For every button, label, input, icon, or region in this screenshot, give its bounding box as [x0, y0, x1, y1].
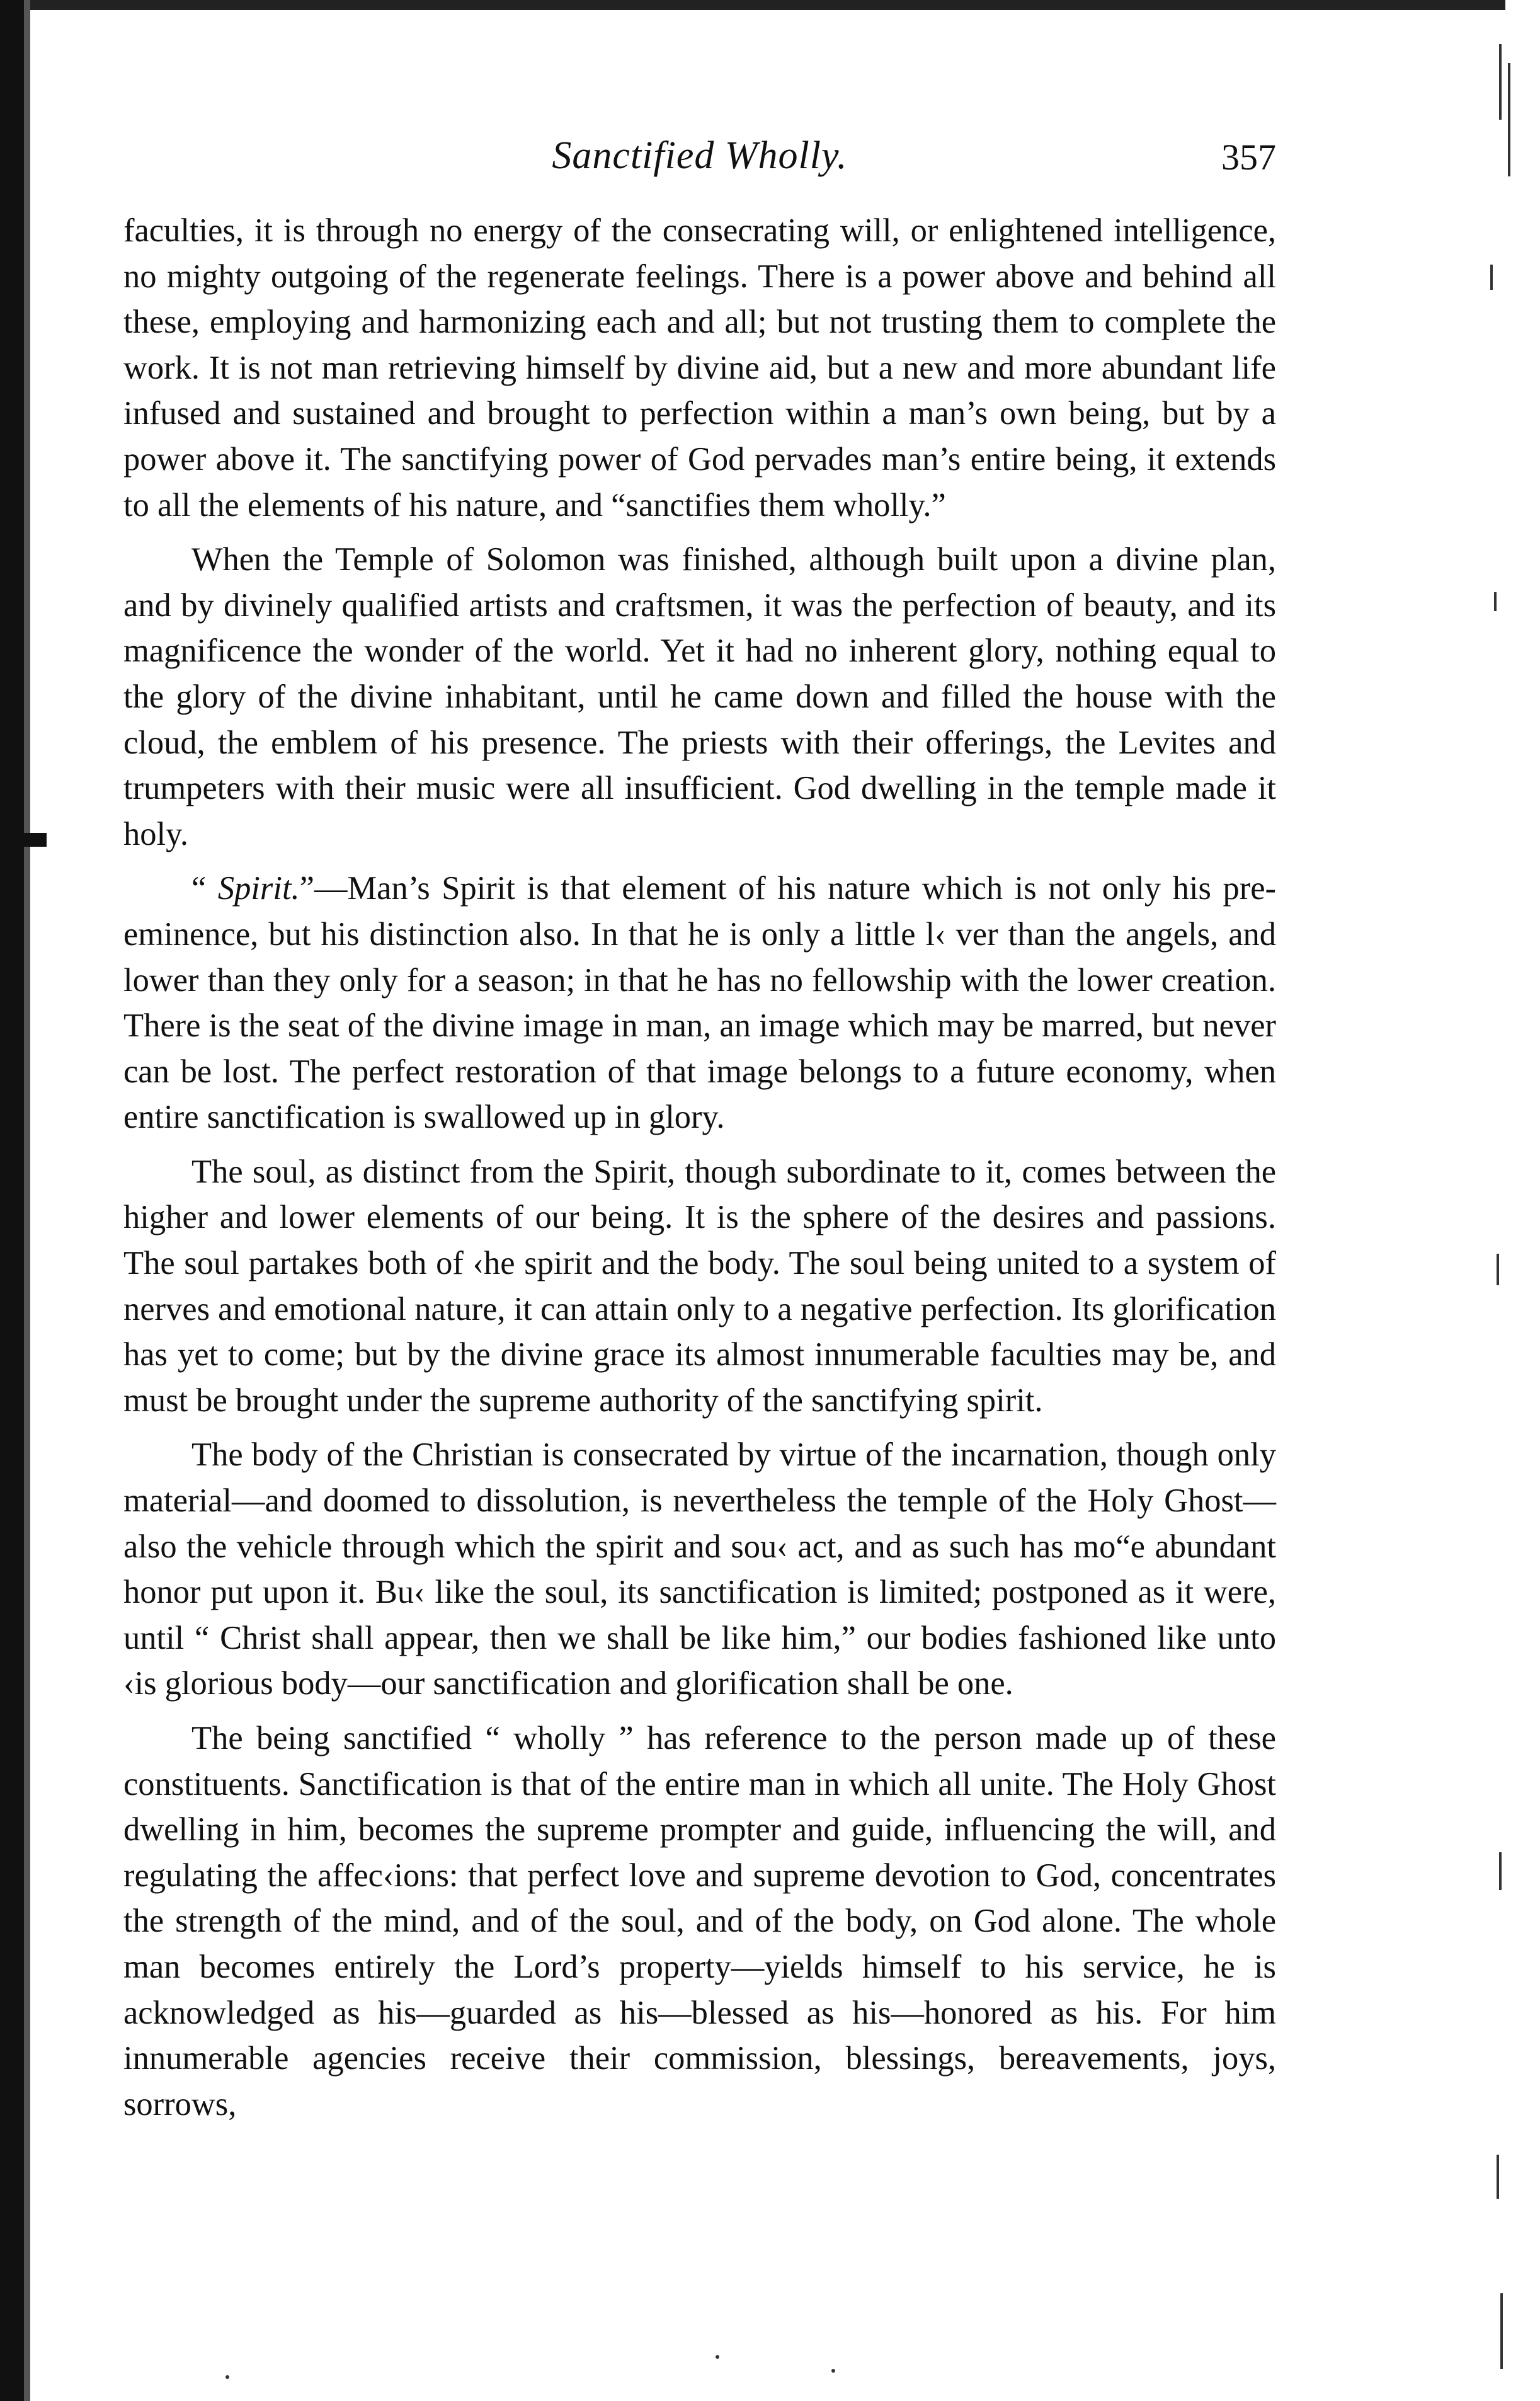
paragraph-2-text: When the Temple of Solomon was finished, although built upon a divine plan, and by divinely qualified artists and craftsmen, it was the perfection of beauty, and its magnificence the wonder of the world. Yet it had no inherent glory, nothing equal to the glory of the divine inhabitant, until he came down and filled the house with the cloud, the emblem of his presence. The priests with their offerings, the Levites and trumpeters with their music were all insufficient. God dwelling in the temple made it holy. — [123, 541, 1276, 852]
speck — [716, 2355, 719, 2359]
paragraph-5-text: The body of the Christian is consecrated by virtue of the incarnation, though only material—and doomed to dissolution, is nevertheless the temple of the Holy Ghost—also the vehicle through which the spirit and sou‹ act, and as such has mo“e abundant honor put upon it. Bu‹ like the soul, its sanctification is limited; postponed as it were, until “ Christ shall appear, then we shall be like him,” our bodies fashioned like unto ‹is glorious body—our sanctification and glorification shall be one. — [123, 1436, 1276, 1702]
paragraph-3-open-quote: “ — [191, 870, 218, 907]
right-speck — [1497, 1254, 1499, 1285]
speck — [225, 2375, 229, 2379]
right-speck — [1490, 265, 1493, 290]
left-scan-shadow — [24, 0, 30, 2401]
paragraph-4 — [123, 1149, 1276, 1424]
paragraph-3 — [123, 866, 1276, 1140]
paragraph-3-spirit-italic: Spirit. — [217, 870, 300, 907]
right-speck — [1499, 44, 1502, 120]
paragraph-3-text: ”—Man’s Spirit is that element of his nature which is not only his pre-eminence, but his distinction also. In that he is only a little l‹ ver than the angels, and lower than they only for a season; in that he has no fellowship with the lower creation. There is the seat of the divine image in man, an image which may be marred, but never can be lost. The perfect restoration of that image belongs to a future economy, when entire sanctification is swallowed up in glory. — [123, 870, 1276, 1136]
paragraph-5 — [123, 1432, 1276, 1707]
body-text — [123, 208, 1276, 2127]
right-speck — [1508, 63, 1510, 176]
paragraph-6 — [123, 1716, 1276, 2127]
paragraph-2 — [123, 537, 1276, 857]
top-page-edge — [0, 0, 1505, 10]
page-header — [123, 101, 1276, 208]
right-speck — [1494, 592, 1497, 611]
paragraph-1-text: faculties, it is through no energy of the consecrating will, or enlightened intelligence, no mighty outgoing of the regenerate feelings. There is a power above and behind all these, employing and harmonizing each and all; but not trusting them to complete the work. It is not man retrieving himself by divine aid, but a new and more abundant life infused and sustained and brought to perfection within a man’s own being, but by a power above it. The sanctifying power of God pervades man’s entire being, it extends to all the elements of his nature, and “sanctifies them wholly.” — [123, 212, 1276, 524]
book-page — [123, 101, 1276, 2136]
running-title: Sanctified Wholly. — [552, 134, 848, 177]
right-speck — [1500, 2293, 1503, 2369]
paragraph-4-text: The soul, as distinct from the Spirit, though subordinate to it, comes between the higher and lower elements of our being. It is the sphere of the desires and passions. The soul partakes both of ‹he spirit and the body. The soul being united to a system of nerves and emotional nature, it can attain only to a negative perfection. Its glorification has yet to come; but by the divine grace its almost innumerable faculties may be, and must be brought under the supreme authority of the sanctifying spirit. — [123, 1153, 1276, 1419]
speck — [831, 2369, 835, 2373]
paragraph-1 — [123, 208, 1276, 528]
left-margin-mark — [24, 833, 47, 847]
paragraph-6-text: The being sanctified “ wholly ” has reference to the person made up of these constituents. Sanctification is that of the entire man in which all unite. The Holy Ghost dwelling in him, becomes the supreme prompter and guide, influencing the will, and regulating the affec‹ions: that perfect love and supreme devotion to God, concentrates the strength of the mind, and of the soul, and of the body, on God alone. The whole man becomes entirely the Lord’s property—yields himself to his service, he is acknowledged as his—guarded as his—blessed as his—honored as his. For him innumerable agencies receive their commission, blessings, bereavements, joys, sorrows, — [123, 1720, 1276, 2123]
right-speck — [1499, 1852, 1502, 1890]
page-number: 357 — [1221, 137, 1276, 178]
right-speck — [1497, 2155, 1499, 2199]
right-margin-specks — [1471, 25, 1522, 2394]
left-scan-border — [0, 0, 24, 2401]
